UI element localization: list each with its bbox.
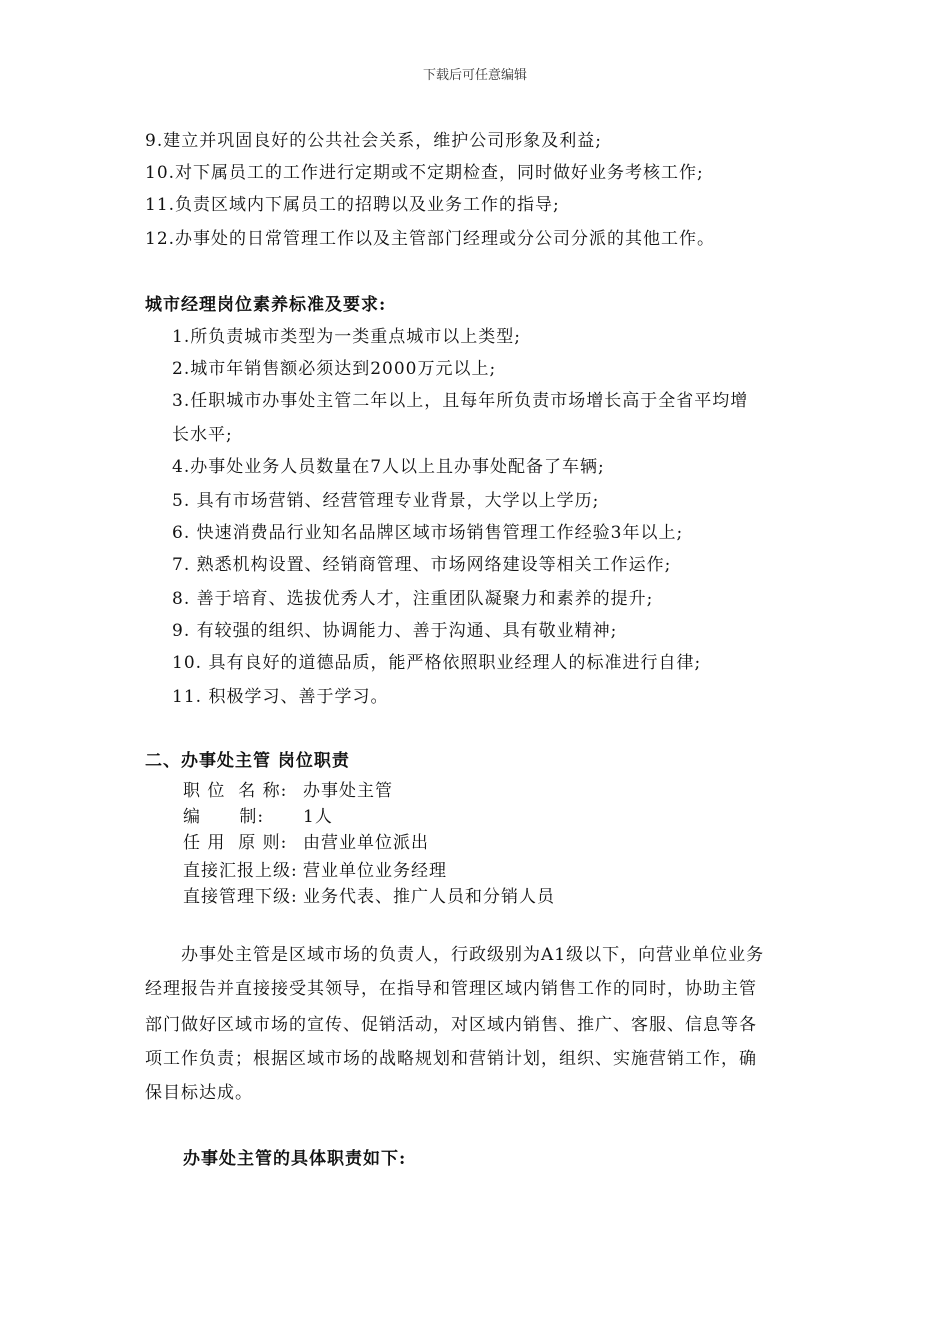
paragraph-line: 经理报告并直接接受其领导，在指导和管理区域内销售工作的同时，协助主管	[145, 979, 757, 999]
field-label: 职 位 名 称:	[183, 781, 288, 801]
list-item: 11. 积极学习、善于学习。	[172, 687, 389, 707]
list-item: 2.城市年销售额必须达到2000万元以上;	[172, 359, 497, 379]
paragraph-line: 办事处主管是区域市场的负责人，行政级别为A1级以下，向营业单位业务	[145, 945, 765, 965]
field-value: 营业单位业务经理	[303, 861, 447, 881]
list-item: 8. 善于培育、选拔优秀人才，注重团队凝聚力和素养的提升;	[172, 589, 654, 609]
field-value: 业务代表、推广人员和分销人员	[303, 887, 555, 907]
field-value: 办事处主管	[303, 781, 393, 801]
list-item: 长水平;	[172, 425, 233, 445]
requirements-heading: 城市经理岗位素养标准及要求:	[145, 295, 387, 315]
list-item: 1.所负责城市类型为一类重点城市以上类型;	[172, 327, 521, 347]
paragraph-line: 项工作负责；根据区域市场的战略规划和营销计划，组织、实施营销工作，确	[145, 1049, 757, 1069]
paragraph-line: 保目标达成。	[145, 1083, 253, 1103]
field-label: 编 制:	[183, 807, 265, 827]
list-item: 11.负责区域内下属员工的招聘以及业务工作的指导;	[145, 195, 560, 215]
field-label: 直接管理下级:	[183, 887, 298, 907]
list-item: 3.任职城市办事处主管二年以上，且每年所负责市场增长高于全省平均增	[172, 391, 749, 411]
field-label: 任 用 原 则:	[183, 833, 288, 853]
info-row	[183, 882, 555, 907]
list-item: 9.建立并巩固良好的公共社会关系，维护公司形象及利益;	[145, 131, 602, 151]
info-row	[183, 802, 333, 827]
field-value: 1人	[303, 807, 333, 827]
duties-heading: 办事处主管的具体职责如下:	[183, 1149, 407, 1169]
paragraph-line: 部门做好区域市场的宣传、促销活动，对区域内销售、推广、客服、信息等各	[145, 1015, 757, 1035]
info-row	[183, 828, 429, 853]
list-item: 7. 熟悉机构设置、经销商管理、市场网络建设等相关工作运作;	[172, 555, 672, 575]
list-item: 10.对下属员工的工作进行定期或不定期检查，同时做好业务考核工作;	[145, 163, 704, 183]
list-item: 12.办事处的日常管理工作以及主管部门经理或分公司分派的其他工作。	[145, 229, 716, 249]
info-row	[183, 776, 393, 801]
list-item: 6. 快速消费品行业知名品牌区域市场销售管理工作经验3年以上;	[172, 523, 684, 543]
list-item: 5. 具有市场营销、经营管理专业背景，大学以上学历;	[172, 491, 600, 511]
page-header: 下载后可任意编辑	[422, 68, 527, 83]
list-item: 9. 有较强的组织、协调能力、善于沟通、具有敬业精神;	[172, 621, 618, 641]
info-row	[183, 856, 447, 881]
list-item: 10. 具有良好的道德品质，能严格依照职业经理人的标准进行自律;	[172, 653, 702, 673]
field-value: 由营业单位派出	[303, 833, 429, 853]
list-item: 4.办事处业务人员数量在7人以上且办事处配备了车辆;	[172, 457, 605, 477]
section-heading: 二、办事处主管 岗位职责	[145, 751, 350, 771]
field-label: 直接汇报上级:	[183, 861, 298, 881]
